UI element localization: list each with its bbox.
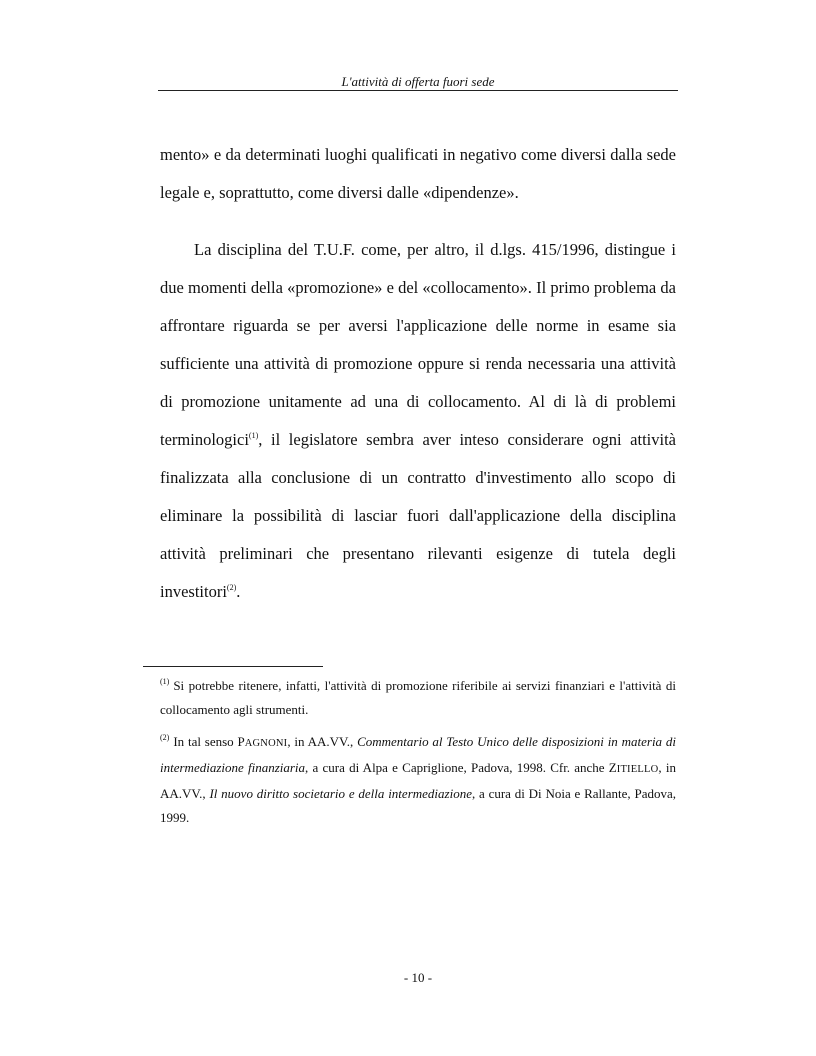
footnote-2-text-5: , a cura di Di Noia e Rallante, Padova, 1999. <box>160 786 676 825</box>
footnotes <box>160 674 676 838</box>
author-pagnoni-initial: P <box>237 734 245 749</box>
running-header: L'attività di offerta fuori sede <box>341 74 495 89</box>
footnote-2 <box>160 730 676 830</box>
work-title-nuovo-diritto: Il nuovo diritto societario e della intermediazione <box>209 786 472 801</box>
footnote-1-text: Si potrebbe ritenere, infatti, l'attività di promozione riferibile ai servizi finanziari e l'attività di collocamento agli strumenti. <box>160 678 676 717</box>
footnote-separator <box>143 666 323 667</box>
header-rule <box>158 90 678 91</box>
footnote-mark-2: (2) <box>160 733 170 742</box>
footnote-mark-1: (1) <box>160 677 170 686</box>
footnote-1 <box>160 674 676 722</box>
footnote-ref-1: (1) <box>248 431 259 440</box>
author-zitiello-initial: Z <box>608 760 617 775</box>
footnote-2-text-1: In tal senso <box>173 734 238 749</box>
footnote-2-text-3: , a cura di Alpa e Capriglione, Padova, 1998. Cfr. anche <box>305 760 609 775</box>
footnote-ref-2: (2) <box>226 583 237 592</box>
page-number: - 10 - <box>403 970 433 985</box>
footnote-2-text-4: , in AA.VV., <box>160 760 676 801</box>
paragraph-2-text-1: La disciplina del T.U.F. come, per altro, il d.lgs. 415/1996, distingue i due momenti della «promozione» e del «collocamento». Il primo problema da affrontare riguarda se per aversi l'applicazione delle norme in esame sia sufficiente una attività di promozione oppure si renda necessaria una attività di promozione unitamente ad una di collocamento. Al di là di problemi terminologici <box>160 240 676 449</box>
work-title-commentario: Commentario al Testo Unico delle disposizioni in materia di intermediazione finanziaria <box>160 734 676 775</box>
body-text <box>160 136 676 611</box>
paragraph-2-text-3: . <box>236 582 241 601</box>
author-zitiello-rest: ITIELLO <box>616 764 659 775</box>
footnote-2-text-2: , in AA.VV., <box>287 734 358 749</box>
author-pagnoni-rest: AGNONI <box>244 738 288 749</box>
paragraph-2-text-2: , il legislatore sembra aver inteso considerare ogni attività finalizzata alla conclusione di un contratto d'investimento allo scopo di eliminare la possibilità di lasciar fuori dall'applicazione della disciplina attività preliminari che presentano rilevanti esigenze di tutela degli investitori <box>160 430 676 601</box>
paragraph-2 <box>160 231 676 611</box>
paragraph-1: mento» e da determinati luoghi qualificati in negativo come diversi dalla sede legale e, soprattutto, come diversi dalle «dipendenze». <box>160 145 676 202</box>
